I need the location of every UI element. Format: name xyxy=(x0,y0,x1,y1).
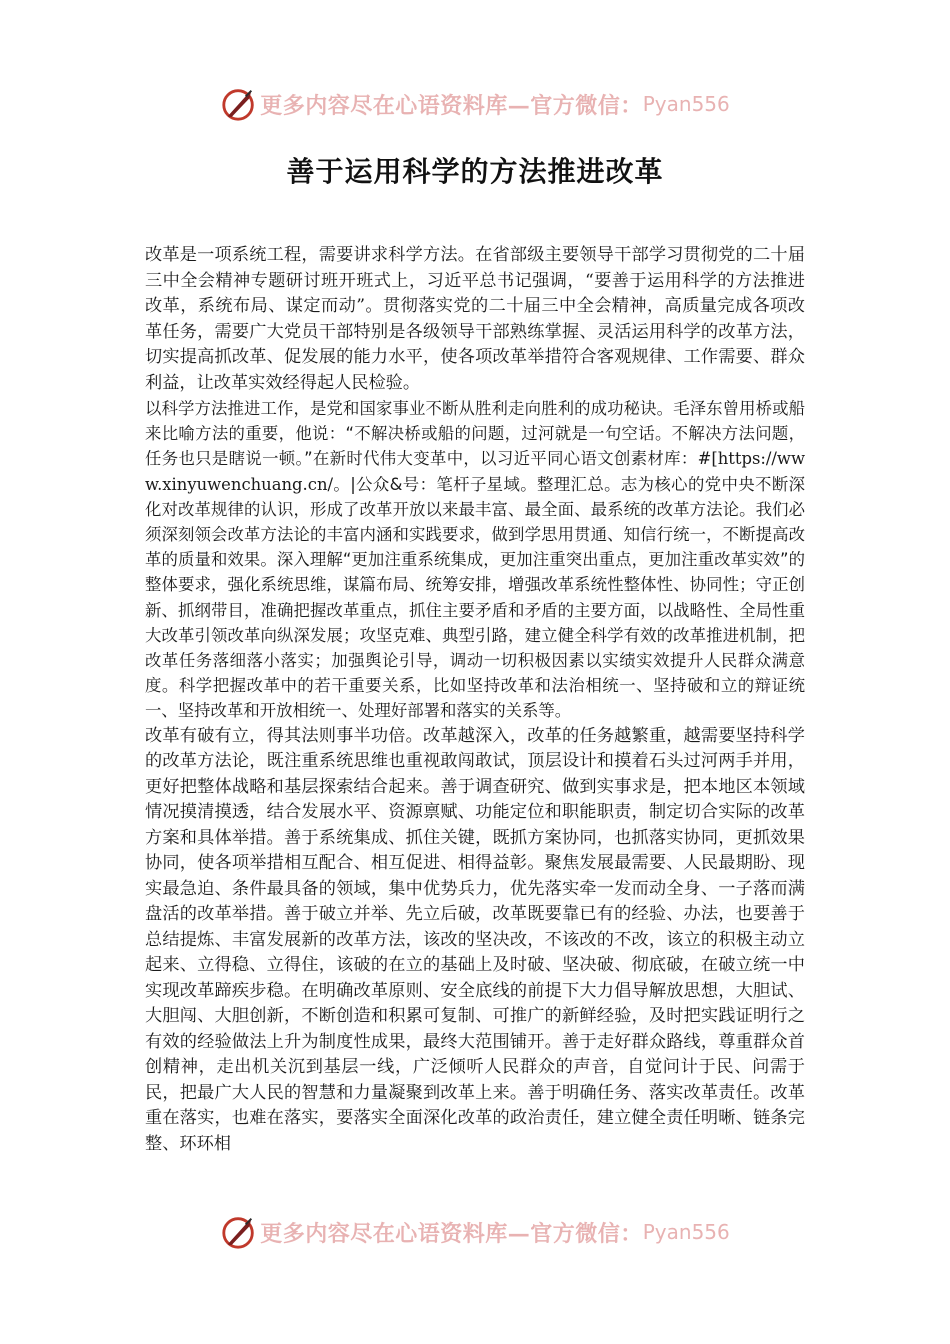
paragraph-1: 改革是一项系统工程，需要讲求科学方法。在省部级主要领导干部学习贯彻党的二十届三中全会精神专题研讨班开班式上，习近平总书记强调，“要善于运用科学的方法推进改革，系统布局、谋定而动”。贯彻落实党的二十届三中全会精神，高质量完成各项改革任务，需要广大党员干部特别是各级领导干部熟练掌握、灵活运用科学的改革方法，切实提高抓改革、促发展的能力水平，使各项改革举措符合客观规律、工作需要、群众利益，让改革实效经得起人民检验。 xyxy=(145,245,805,393)
header-banner[interactable] xyxy=(0,84,950,124)
paragraph-2-text-b: |公众&号：笔杆子星域。整理汇总。志为核心的党中央不断深化对改革规律的认识，形成了改革开放以来最丰富、最全面、最系统的改革方法论。我们必须深刻领会改革方法论的丰富内涵和实践要求，做到学思用贯通、知信行统一，不断提高改革的质量和效果。深入理解“更加注重系统集成，更加注重突出重点，更加注重改革实效”的整体要求，强化系统思维，谋篇布局、统筹安排，增强改革系统性整体性、协同性；守正创新、抓纲带目，准确把握改革重点，抓住主要矛盾和矛盾的主要方面，以战略性、全局性重大改革引领改革向纵深发展；攻坚克难、典型引路，建立健全科学有效的改革推进机制，把改革任务落细落小落实；加强舆论引导，调动一切积极因素以实绩实效提升人民群众满意度。科学把握改革中的若干重要关系，比如坚持改革和法治相统一、坚持破和立的辩证统一、坚持改革和开放相统一、处理好部署和落实的关系等。 xyxy=(145,474,805,721)
article-title: 善于运用科学的方法推进改革 xyxy=(286,155,664,188)
banner-text: 更多内容尽在心语资料库—官方微信： xyxy=(260,1220,643,1247)
banner-wechat-id: Pyan556 xyxy=(642,1220,730,1244)
article-body xyxy=(145,243,805,1157)
banner-wechat-id: Pyan556 xyxy=(642,92,730,116)
footer-banner[interactable] xyxy=(0,1212,950,1252)
paragraph-2-text-a: 以科学方法推进工作，是党和国家事业不断从胜利走向胜利的成功秘诀。毛泽东曾用桥或船来比喻方法的重要，他说：“不解决桥或船的问题，过河就是一句空话。不解决方法问题，任务也只是瞎说一顿。”在新时代伟大变革中，以习近平同心语文创素材库： xyxy=(145,399,805,469)
paragraph-3: 改革有破有立，得其法则事半功倍。改革越深入，改革的任务越繁重，越需要坚持科学的改革方法论，既注重系统思维也重视敢闯敢试，顶层设计和摸着石头过河两手并用，更好把整体战略和基层探索结合起来。善于调查研究、做到实事求是，把本地区本领域情况摸清摸透，结合发展水平、资源禀赋、功能定位和职能职责，制定切合实际的改革方案和具体举措。善于系统集成、抓住关键，既抓方案协同，也抓落实协同，更抓效果协同，使各项举措相互配合、相互促进、相得益彰。聚焦发展最需要、人民最期盼、现实最急迫、条件最具备的领域，集中优势兵力，优先落实牵一发而动全身、一子落而满盘活的改革举措。善于破立并举、先立后破，改革既要靠已有的经验、办法，也要善于总结提炼、丰富发展新的改革方法，该改的坚决改，不该改的不改，该立的积极主动立起来、立得稳、立得住，该破的在立的基础上及时破、坚决破、彻底破，在破立统一中实现改革蹄疾步稳。在明确改革原则、安全底线的前提下大力倡导解放思想，大胆试、大胆闯、大胆创新，不断创造和积累可复制、可推广的新鲜经验，及时把实践证明行之有效的经验做法上升为制度性成果，最终大范围铺开。善于走好群众路线，尊重群众首创精神，走出机关沉到基层一线，广泛倾听人民群众的声音，自觉问计于民、问需于民，把最广大人民的智慧和力量凝聚到改革上来。善于明确任务、落实改革责任。改革重在落实，也难在落实，要落实全面深化改革的政治责任，建立健全责任明晰、链条完整、环环相 xyxy=(145,725,805,1154)
paragraph-2-url: #[https://www.xinyuwenchuang.cn/。 xyxy=(145,449,805,494)
paragraph-2 xyxy=(145,396,805,724)
pen-circle-logo-icon xyxy=(220,1213,258,1251)
pen-circle-logo-icon xyxy=(220,85,258,123)
banner-text: 更多内容尽在心语资料库—官方微信： xyxy=(260,92,643,119)
